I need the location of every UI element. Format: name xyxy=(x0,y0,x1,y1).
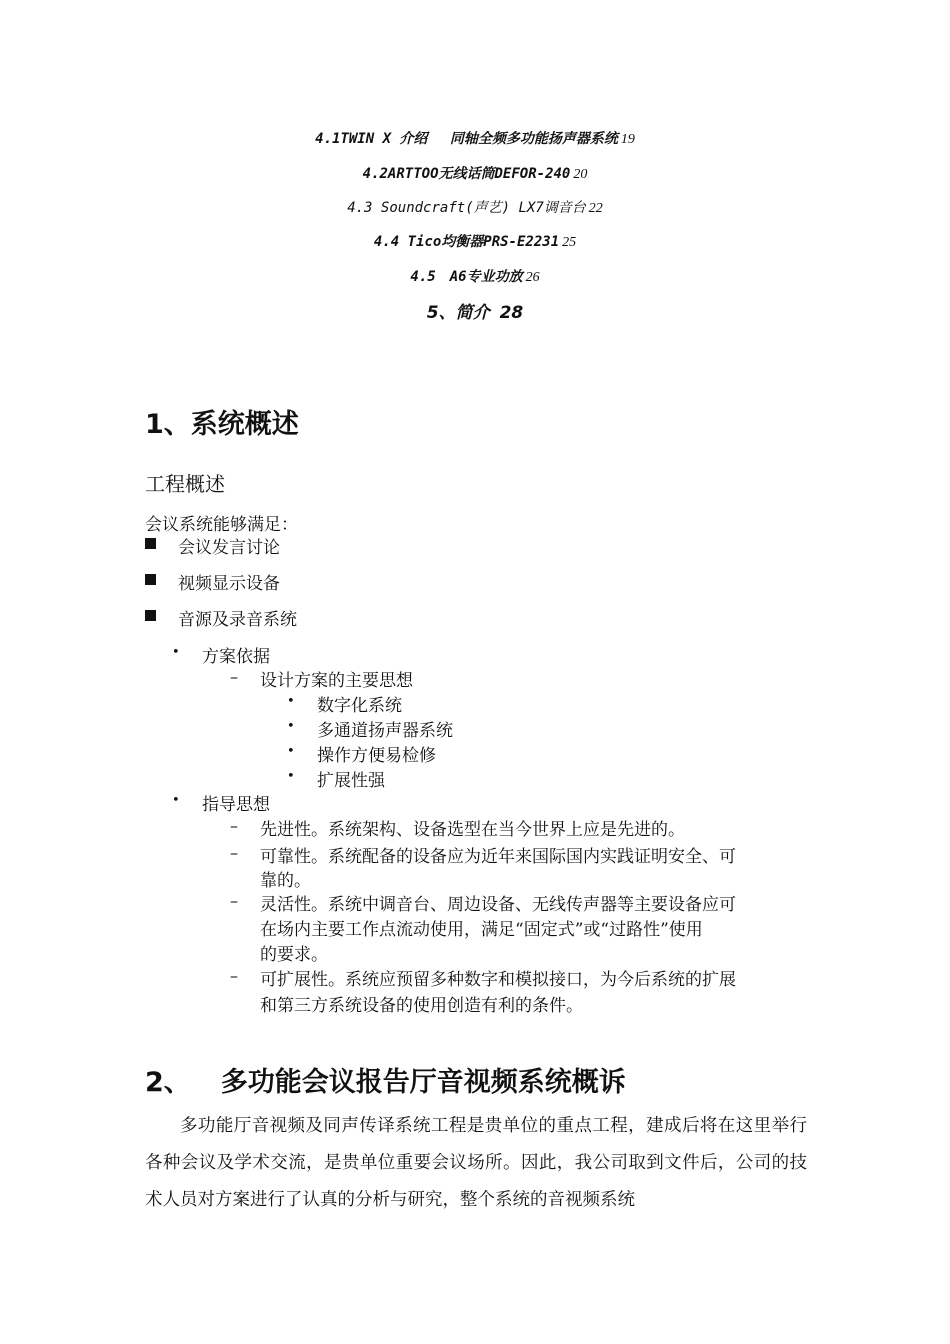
design-item: 数字化系统 xyxy=(317,696,402,716)
toc-entry-title: 4.4 Tico均衡器PRS-E2231 xyxy=(373,234,560,250)
guide-item: 可靠性。系统配备的设备应为近年来国际国内实践证明安全、可 xyxy=(260,847,736,867)
dash-bullet-icon: – xyxy=(230,667,238,686)
toc-entry-title: 4.5 A6专业功放 xyxy=(410,269,523,285)
bullet-item: 会议发言讨论 xyxy=(178,538,280,558)
toc-entry[interactable] xyxy=(0,197,950,217)
dot-bullet-icon: • xyxy=(287,719,295,734)
toc-entry[interactable] xyxy=(0,298,950,323)
square-bullet-icon xyxy=(145,574,156,585)
guide-item-continued: 靠的。 xyxy=(260,871,311,891)
toc-entry[interactable] xyxy=(0,266,950,286)
toc-entry[interactable] xyxy=(0,163,950,183)
toc-entry-title: 4.1TWIN X 介绍 同轴全频多功能扬声器系统 xyxy=(315,131,618,147)
bullet-item: 视频显示设备 xyxy=(178,574,280,594)
toc-entry[interactable] xyxy=(0,128,950,148)
guide-item-continued: 在场内主要工作点流动使用，满足“固定式”或“过路性”使用 xyxy=(260,920,703,940)
basis-title: 方案依据 xyxy=(202,647,270,667)
dot-bullet-icon: • xyxy=(287,769,295,784)
toc-entry[interactable] xyxy=(0,231,950,251)
section-1-subheading: 工程概述 xyxy=(145,472,225,496)
toc-entry-page: 28 xyxy=(499,303,524,323)
design-item: 多通道扬声器系统 xyxy=(317,721,453,741)
toc-entry-page: 26 xyxy=(525,270,540,285)
dot-bullet-icon: • xyxy=(172,645,180,660)
bullet-item: 音源及录音系统 xyxy=(178,610,297,630)
guide-item-continued: 的要求。 xyxy=(260,945,328,965)
square-bullet-icon xyxy=(145,538,156,549)
dot-bullet-icon: • xyxy=(287,744,295,759)
guide-item: 灵活性。系统中调音台、周边设备、无线传声器等主要设备应可 xyxy=(260,895,736,915)
guide-title: 指导思想 xyxy=(202,795,270,815)
dash-bullet-icon: – xyxy=(230,816,238,835)
guide-item-continued: 和第三方系统设备的使用创造有利的条件。 xyxy=(260,996,583,1016)
toc-entry-title: 4.3 Soundcraft(声艺) LX7调音台 xyxy=(347,200,586,216)
design-item: 操作方便易检修 xyxy=(317,746,436,766)
section-1-heading: 1、系统概述 xyxy=(145,409,299,440)
section-2-paragraph: 多功能厅音视频及同声传译系统工程是贵单位的重点工程，建成后将在这里举行各种会议及学术交流，是贵单位重要会议场所。因此，我公司取到文件后，公司的技术人员对方案进行了认真的分析与研究，整个系统的音视频系统 xyxy=(145,1116,807,1210)
toc-entry-title: 5、简介 xyxy=(426,303,490,323)
square-bullet-icon xyxy=(145,610,156,621)
dot-bullet-icon: • xyxy=(287,694,295,709)
toc-entry-page: 22 xyxy=(588,201,603,216)
toc-entry-page: 20 xyxy=(573,167,588,182)
toc-entry-page: 19 xyxy=(620,132,635,147)
toc-entry-page: 25 xyxy=(562,235,577,250)
dash-bullet-icon: – xyxy=(230,966,238,985)
guide-item: 先进性。系统架构、设备选型在当今世界上应是先进的。 xyxy=(260,820,685,840)
dash-bullet-icon: – xyxy=(230,843,238,862)
dot-bullet-icon: • xyxy=(172,793,180,808)
section-2-heading xyxy=(145,1060,626,1099)
design-item: 扩展性强 xyxy=(317,771,385,791)
dash-bullet-icon: – xyxy=(230,891,238,910)
section-2-number: 2、 xyxy=(145,1067,191,1098)
toc-entry-title: 4.2ARTTOO无线话筒DEFOR-240 xyxy=(362,166,571,182)
guide-item: 可扩展性。系统应预留多种数字和模拟接口，为今后系统的扩展 xyxy=(260,970,736,990)
design-title: 设计方案的主要思想 xyxy=(260,671,413,691)
intro-text: 会议系统能够满足： xyxy=(145,515,298,535)
section-2-title: 多功能会议报告厅音视频系统概诉 xyxy=(220,1067,626,1098)
